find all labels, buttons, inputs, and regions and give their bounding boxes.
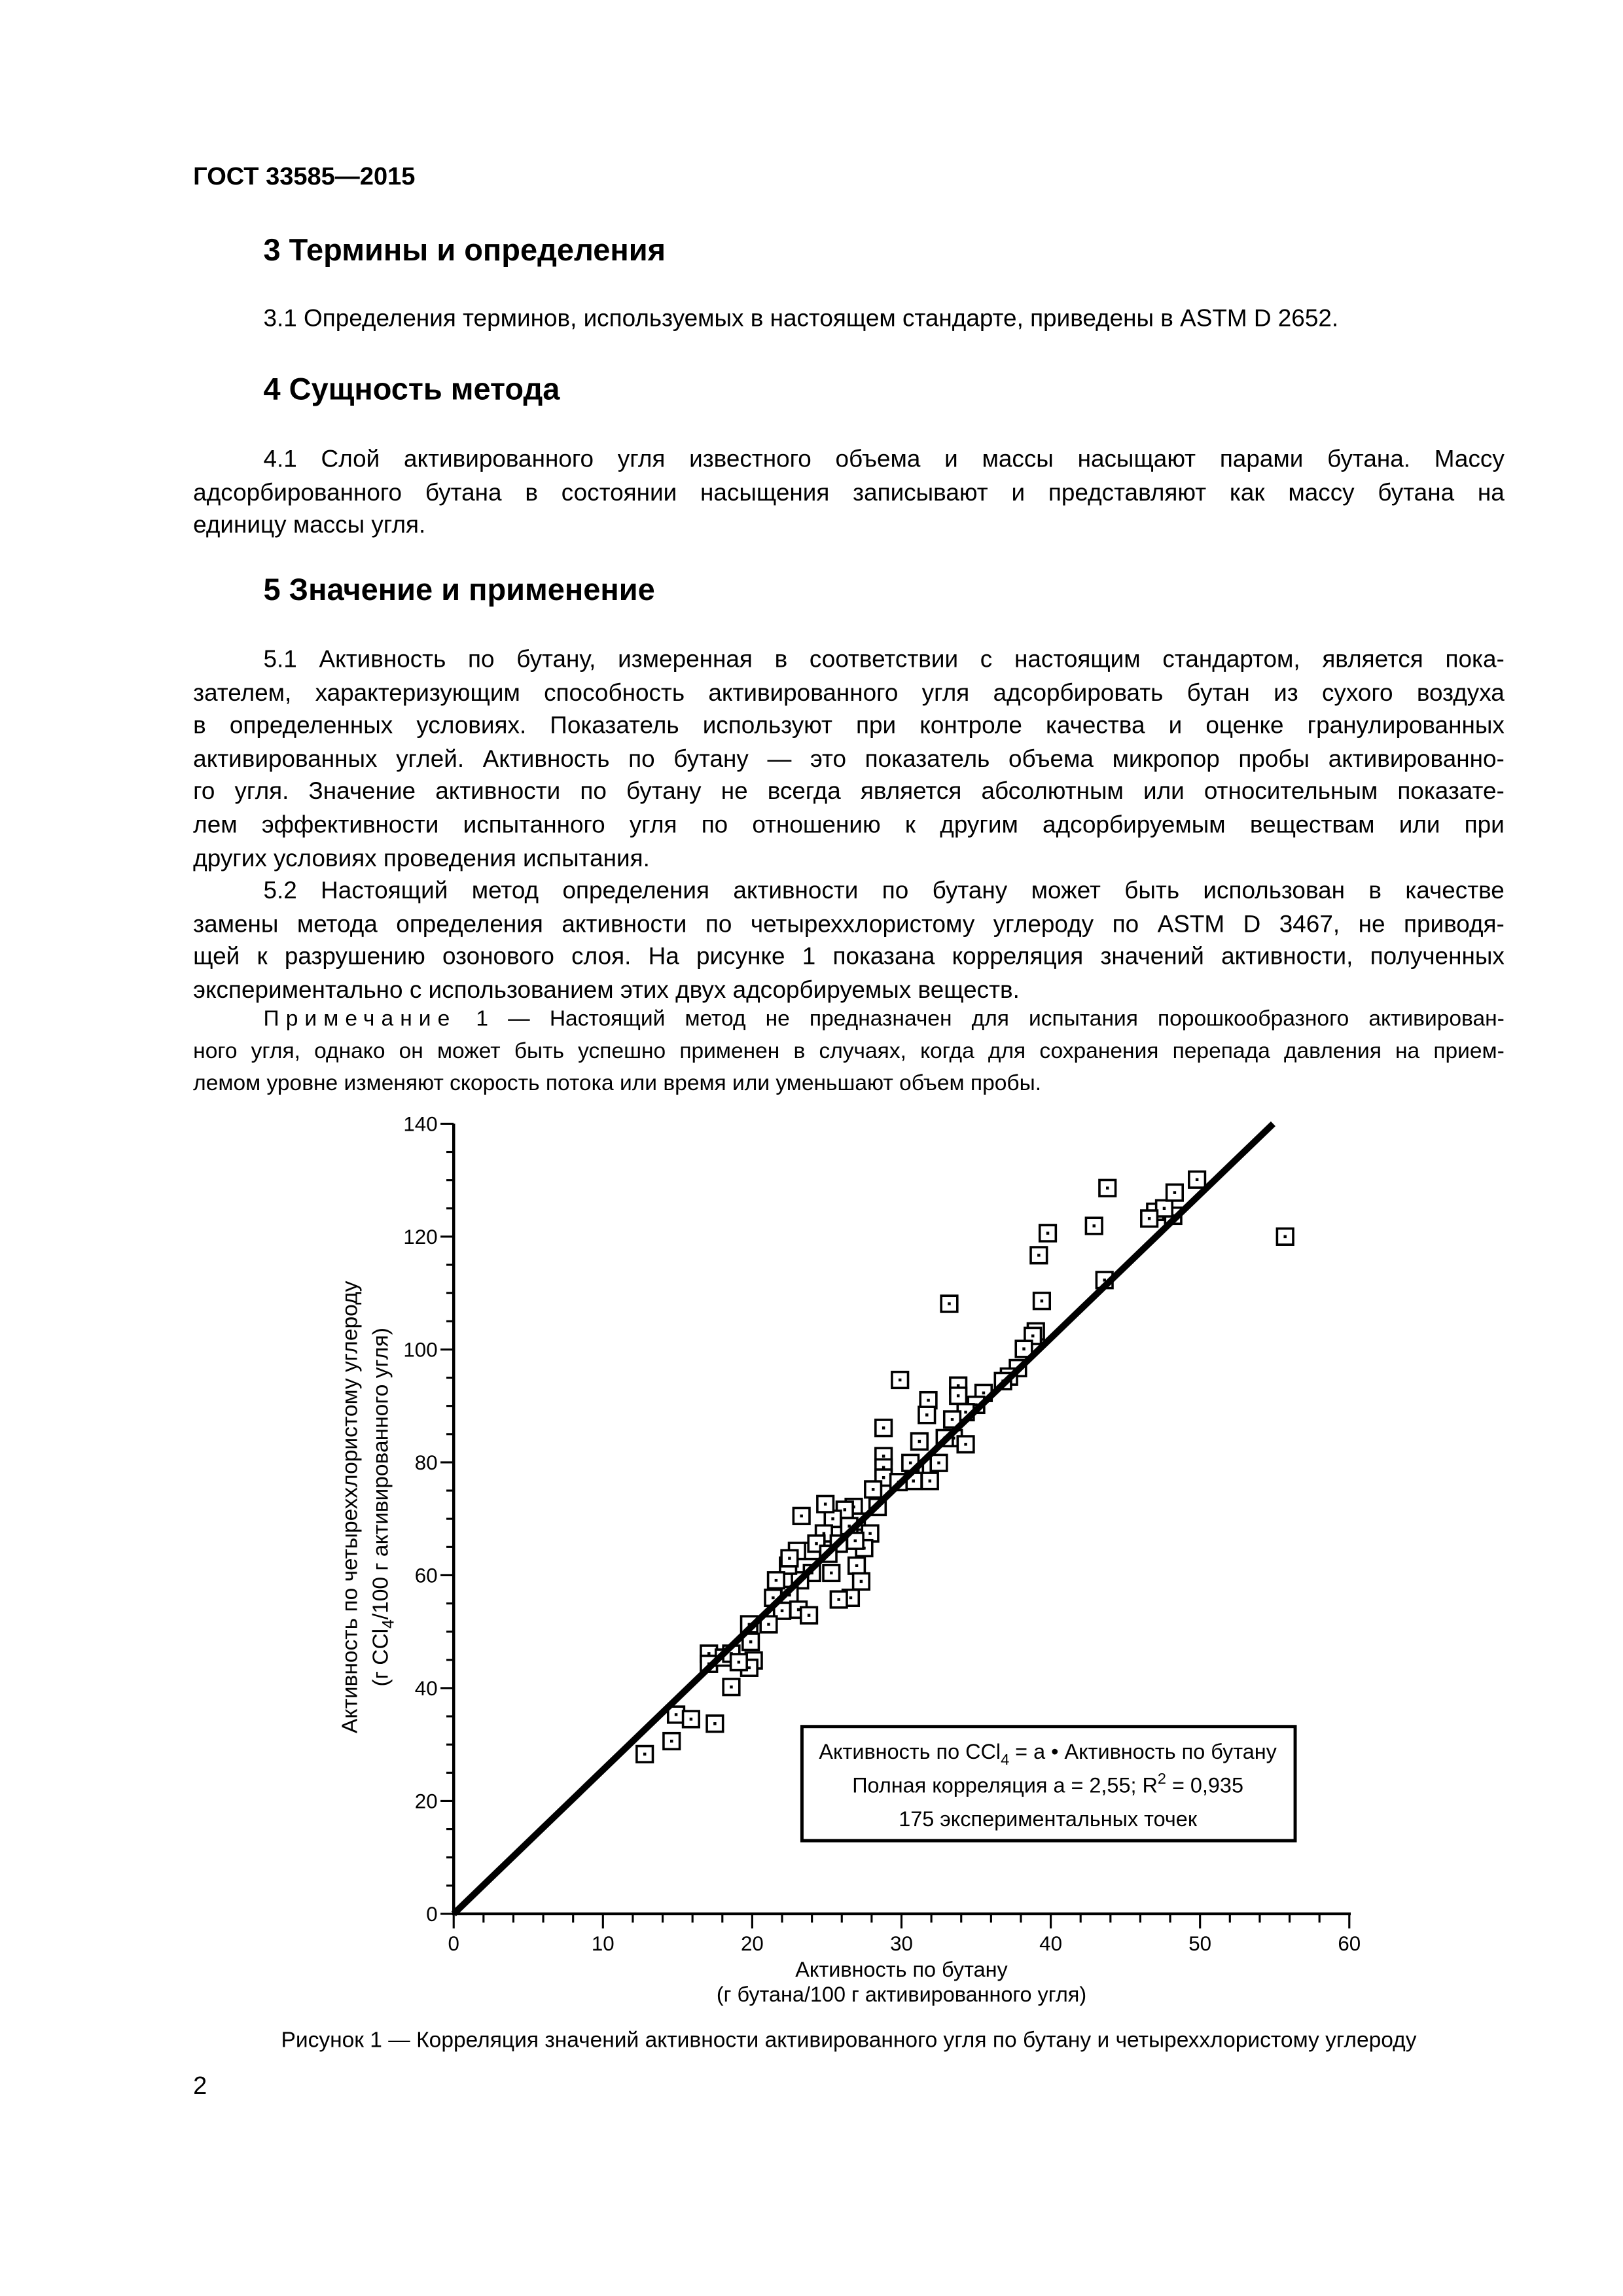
data-point-center	[964, 1411, 967, 1413]
data-point-center	[957, 1394, 959, 1397]
section-5-heading: 5 Значение и применение	[263, 573, 655, 608]
data-point-center	[1106, 1186, 1109, 1189]
data-point-center	[730, 1686, 732, 1688]
text-line: других условиях проведения испытания.	[193, 845, 650, 872]
text-line: замены метода определения активности по четыреххлористому углероду по ASTM D 3467, не приводя-	[193, 911, 1505, 938]
document-id-header: ГОСТ 33585—2015	[193, 162, 416, 190]
text-line: активированных углей. Активность по бутану — это показатель объема микропор пробы активированно-	[193, 745, 1505, 773]
data-point-center	[868, 1532, 871, 1534]
data-point-center	[964, 1443, 967, 1445]
data-point-center	[749, 1640, 752, 1643]
legend-correlation: Полная корреляция a = 2,55; $R^2 = 0,935$	[852, 1769, 1243, 1797]
data-point-center	[855, 1564, 858, 1567]
data-point-center	[675, 1713, 677, 1716]
y-tick-label: 20	[414, 1790, 438, 1813]
data-point-center	[748, 1667, 751, 1669]
legend-box	[802, 1727, 1295, 1841]
y-tick-label: 140	[403, 1112, 438, 1136]
note-text: 1 — Настоящий метод не предназначен для испытания порошкообразного активирован-	[456, 1006, 1505, 1032]
y-axis-title-line1: Активность по четыреххлористому углероду	[338, 1280, 363, 1733]
page-number: 2	[193, 2072, 207, 2100]
x-tick-label: 10	[591, 1932, 615, 1955]
data-point-center	[860, 1580, 863, 1583]
section-4-heading: 4 Сущность метода	[263, 373, 560, 407]
paragraph-4-1	[193, 444, 1505, 543]
paragraph-3-1	[193, 303, 1505, 336]
text-line	[193, 1004, 1505, 1036]
data-point-center	[772, 1597, 774, 1599]
data-point-center	[767, 1623, 770, 1625]
data-point-center	[1031, 1334, 1034, 1337]
text-line: в определенных условиях. Показатель используют при контроле качества и оценке гранулированных	[193, 713, 1505, 739]
data-point-center	[788, 1557, 791, 1559]
data-point-center	[815, 1542, 817, 1545]
data-point-center	[909, 1462, 912, 1464]
data-point-center	[854, 1540, 857, 1542]
text-line: ного угля, однако он может быть успешно применен в случаях, когда для сохранения перепада давления на прием-	[193, 1038, 1505, 1064]
y-tick-label: 80	[414, 1451, 438, 1475]
text-line: 5.1 Активность по бутану, измеренная в соответствии с настоящим стандартом, является пока-	[263, 646, 1505, 673]
text-line: лемом уровне изменяют скорость потока или время или уменьшают объем пробы.	[193, 1070, 1042, 1096]
paragraph-5-1	[193, 644, 1505, 875]
data-point-center	[1283, 1235, 1286, 1238]
data-point-center	[643, 1753, 646, 1756]
figure-caption: Рисунок 1 — Корреляция значений активности активированного угля по бутану и четыреххлористому углероду	[281, 2028, 1417, 2053]
data-point-center	[1093, 1224, 1096, 1227]
note-1	[193, 1004, 1505, 1101]
text-line: единицу массы угля.	[193, 512, 426, 539]
data-point-center	[948, 1302, 950, 1305]
data-point-center	[713, 1722, 716, 1725]
x-tick-label: 0	[448, 1932, 459, 1955]
data-point-center	[872, 1488, 874, 1491]
data-point-center	[849, 1597, 852, 1599]
data-point-center	[882, 1476, 885, 1479]
x-tick-label: 30	[890, 1932, 913, 1955]
data-point-center	[882, 1426, 885, 1429]
y-axis-title-line2: (г CCl$_4$/100 г активированного угля)	[368, 1328, 398, 1687]
text-line: 3.1 Определения терминов, используемых в настоящем стандарте, приведены в ASTM D 2652.	[263, 306, 1339, 332]
data-point-center	[918, 1440, 921, 1443]
x-tick-label: 40	[1039, 1932, 1062, 1955]
data-point-center	[925, 1413, 928, 1416]
text-line: экспериментально с использованием этих двух адсорбируемых веществ.	[193, 977, 1020, 1004]
data-point-center	[937, 1462, 940, 1464]
data-point-center	[808, 1614, 810, 1616]
x-tick-label: 60	[1338, 1932, 1361, 1955]
data-point-center	[927, 1399, 929, 1402]
text-line: адсорбированного бутана в состоянии насыщения записывают и представляют как массу бутана на	[193, 479, 1505, 506]
data-point-center	[1041, 1299, 1043, 1302]
paragraph-5-2	[193, 875, 1505, 1007]
data-point-center	[844, 1508, 846, 1511]
text-line: 4.1 Слой активированного угля известного объема и массы насыщают парами бутана. Массу	[263, 446, 1505, 473]
data-point-center	[797, 1608, 800, 1611]
text-line: зателем, характеризующим способность активированного угля адсорбировать бутан из сухого воздуха	[193, 679, 1505, 707]
text-line: лем эффективности испытанного угля по отношению к другим адсорбируемым веществам или при	[193, 812, 1505, 839]
x-tick-label: 20	[741, 1932, 764, 1955]
data-point-center	[1196, 1178, 1198, 1181]
y-tick-label: 60	[414, 1564, 438, 1587]
data-point-center	[831, 1517, 834, 1520]
data-point-center	[824, 1503, 827, 1506]
y-tick-label: 120	[403, 1226, 438, 1249]
text-line: 5.2 Настоящий метод определения активности по бутану может быть использован в качестве	[263, 877, 1505, 904]
section-3-heading: 3 Термины и определения	[263, 234, 666, 268]
data-point-center	[800, 1515, 802, 1517]
data-point-center	[775, 1579, 777, 1581]
y-tick-label: 40	[414, 1677, 438, 1701]
text-line: щей к разрушению озонового слоя. На рисунке 1 показана корреляция значений активности, полученных	[193, 944, 1505, 971]
legend-point-count: 175 экспериментальных точек	[899, 1807, 1198, 1831]
y-tick-label: 100	[403, 1338, 438, 1362]
data-point-center	[1148, 1217, 1150, 1220]
y-axis-title	[338, 1280, 398, 1733]
scatter-chart	[322, 1104, 1376, 2019]
data-point-center	[670, 1740, 673, 1742]
text-line: го угля. Значение активности по бутану не всегда является абсолютным или относительным показате-	[193, 779, 1505, 805]
data-point-center	[1022, 1347, 1025, 1350]
data-point-center	[738, 1661, 740, 1663]
x-tick-label: 50	[1188, 1932, 1212, 1955]
data-point-center	[690, 1718, 692, 1720]
data-point-center	[781, 1610, 783, 1612]
data-point-center	[1163, 1207, 1166, 1210]
data-point-center	[837, 1598, 840, 1600]
data-point-center	[1046, 1231, 1049, 1234]
data-point-center	[830, 1572, 832, 1574]
data-point-center	[1037, 1254, 1040, 1256]
data-point-center	[951, 1418, 954, 1421]
data-point-center	[982, 1392, 985, 1394]
data-point-center	[912, 1479, 915, 1482]
data-point-center	[1173, 1191, 1176, 1193]
legend-equation: Активность по CCl$_4$ = a • Активность по бутану	[819, 1739, 1277, 1768]
y-tick-label: 0	[426, 1903, 438, 1926]
data-point-center	[882, 1455, 885, 1457]
x-axis-title-line2: (г бутана/100 г активированного угля)	[716, 1983, 1087, 2007]
x-axis-title-line1: Активность по бутану	[795, 1958, 1008, 1982]
data-point-center	[929, 1479, 931, 1482]
note-label: Примечание	[263, 1006, 457, 1032]
data-point-center	[899, 1379, 901, 1381]
